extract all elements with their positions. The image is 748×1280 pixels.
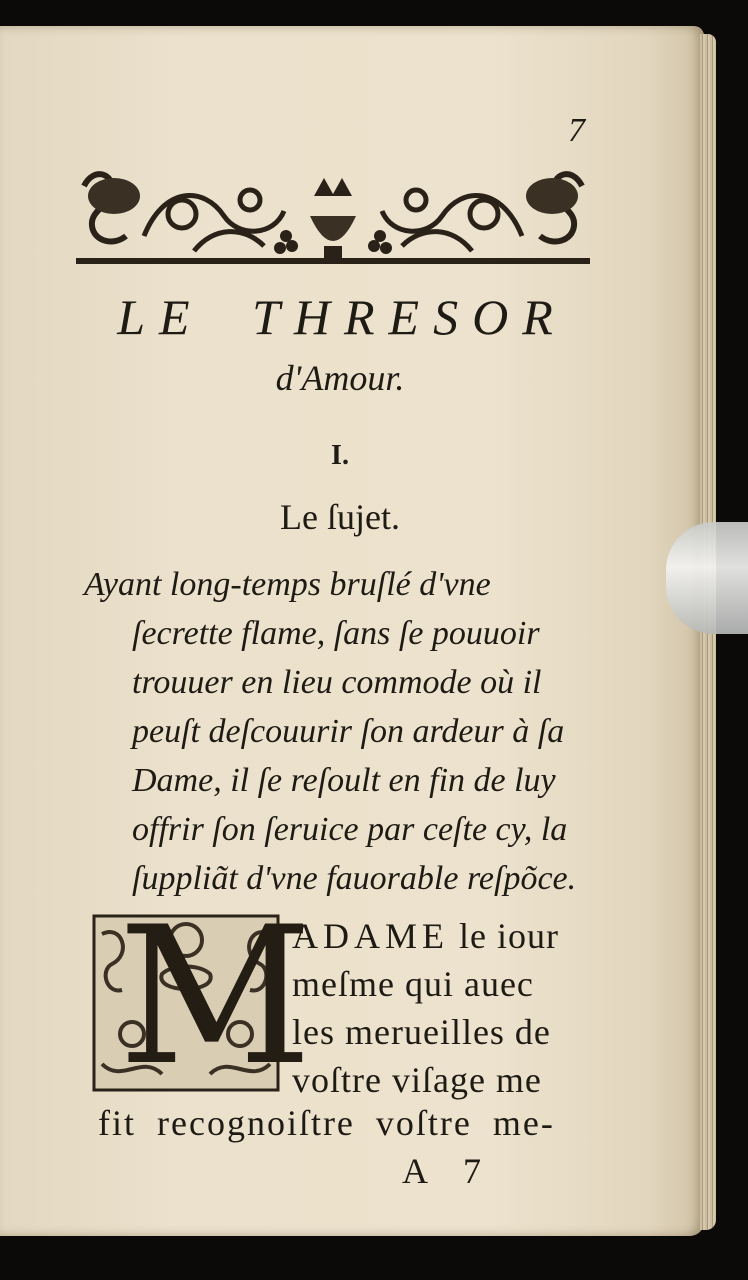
page-number: 7 [568,112,585,149]
body-line-full-width: fit recognoiſtre voſtre me- [98,1103,555,1143]
headpiece-scrollwork-icon [74,166,592,274]
body-paragraph [292,912,622,1104]
body-line: les merueilles de [292,1012,551,1052]
body-line: le iour [459,916,559,956]
argument-line: Dame, il ſe reſoult en fin de luy [132,762,556,799]
section-numeral: I. [331,440,349,471]
argument-line: offrir ſon ſeruice par ceſte cy, la [132,811,568,848]
argument-line: peuſt deſcouurir ſon ardeur à ſa [132,713,565,750]
body-line: voſtre viſage me [292,1060,542,1100]
argument-line: Ayant long-temps bruſlé d'vne [84,566,491,603]
body-first-word: ADAME [292,916,449,956]
drop-cap-letter: M [118,886,313,1107]
page-clip [666,522,748,634]
page-subtitle: d'Amour. [275,358,405,398]
section-heading: Le ſujet. [280,497,400,537]
page-title: LE THRESOR [117,289,567,345]
body-line: meſme qui auec [292,964,534,1004]
argument-line: trouuer en lieu commode où il [132,664,542,701]
argument-line: ſuppliãt d'vne fauorable reſpõce. [132,860,577,897]
argument-paragraph [84,560,624,903]
signature-mark: A 7 [402,1151,496,1191]
argument-line: ſecrette flame, ſans ſe pouuoir [132,615,540,652]
